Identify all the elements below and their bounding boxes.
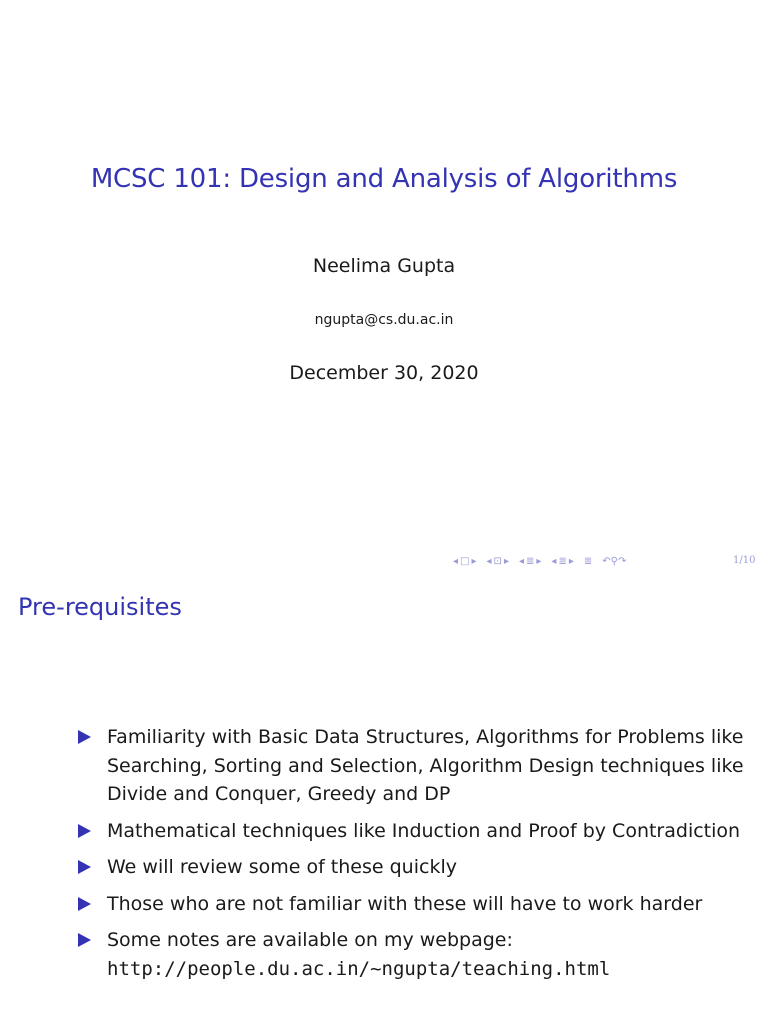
section-icon[interactable]: ≣ [526, 555, 535, 567]
subsection-prev-icon[interactable]: ◂ [486, 555, 492, 567]
list-item-text: Familiarity with Basic Data Structures, Algorithms for Problems like Searching, Sorting and Selection, Algorithm Design techniques like Divide and Conquer, Greedy and DP [107, 726, 744, 805]
triangle-bullet-icon [78, 933, 91, 947]
webpage-url-link[interactable]: http://people.du.ac.in/~ngupta/teaching.html [107, 957, 611, 980]
list-item [76, 723, 756, 809]
document-nav [550, 556, 574, 567]
list-item [76, 817, 756, 846]
search-nav [601, 556, 627, 567]
list-item-text: We will review some of these quickly [107, 856, 457, 878]
list-item-text: Those who are not familiar with these will have to work harder [107, 892, 703, 915]
presentation-date: December 30, 2020 [289, 362, 479, 384]
list-item [76, 853, 756, 882]
document-next-icon[interactable]: ▸ [568, 555, 574, 567]
search-back-forward-icon[interactable]: ↶⚲↷ [602, 555, 627, 567]
subsection-nav [486, 556, 510, 567]
list-item-text: Mathematical techniques like Induction and Proof by Contradiction [107, 819, 741, 842]
frame-nav [452, 556, 478, 567]
author-email: ngupta@cs.du.ac.in [314, 312, 454, 328]
list-item [76, 890, 756, 919]
section-nav [518, 556, 542, 567]
section-next-icon[interactable]: ▸ [536, 555, 542, 567]
section-prev-icon[interactable]: ◂ [518, 555, 524, 567]
author-name: Neelima Gupta [312, 255, 456, 277]
triangle-bullet-icon [78, 730, 91, 744]
frame-prev-icon[interactable]: ◂ [453, 555, 459, 567]
list-item [76, 926, 756, 983]
document-icon[interactable]: ≣ [558, 555, 567, 567]
bullet-list [76, 723, 756, 991]
subsection-icon[interactable]: ⊡ [493, 555, 502, 567]
presentation-title: MCSC 101: Design and Analysis of Algorithms [90, 164, 678, 194]
document-prev-icon[interactable]: ◂ [551, 555, 557, 567]
triangle-bullet-icon [78, 824, 91, 838]
page-number: 1/10 [733, 555, 756, 566]
prerequisites-slide [0, 577, 768, 1024]
frame-icon[interactable]: □ [460, 555, 470, 567]
frame-title: Pre-requisites [18, 593, 182, 621]
beamer-navigation-bar [452, 553, 635, 569]
list-item-text: Some notes are available on my webpage: [107, 929, 513, 951]
triangle-bullet-icon [78, 897, 91, 911]
triangle-bullet-icon [78, 860, 91, 874]
toc-nav [583, 556, 593, 567]
frame-next-icon[interactable]: ▸ [471, 555, 477, 567]
toc-icon[interactable]: ≣ [583, 555, 593, 567]
subsection-next-icon[interactable]: ▸ [503, 555, 509, 567]
